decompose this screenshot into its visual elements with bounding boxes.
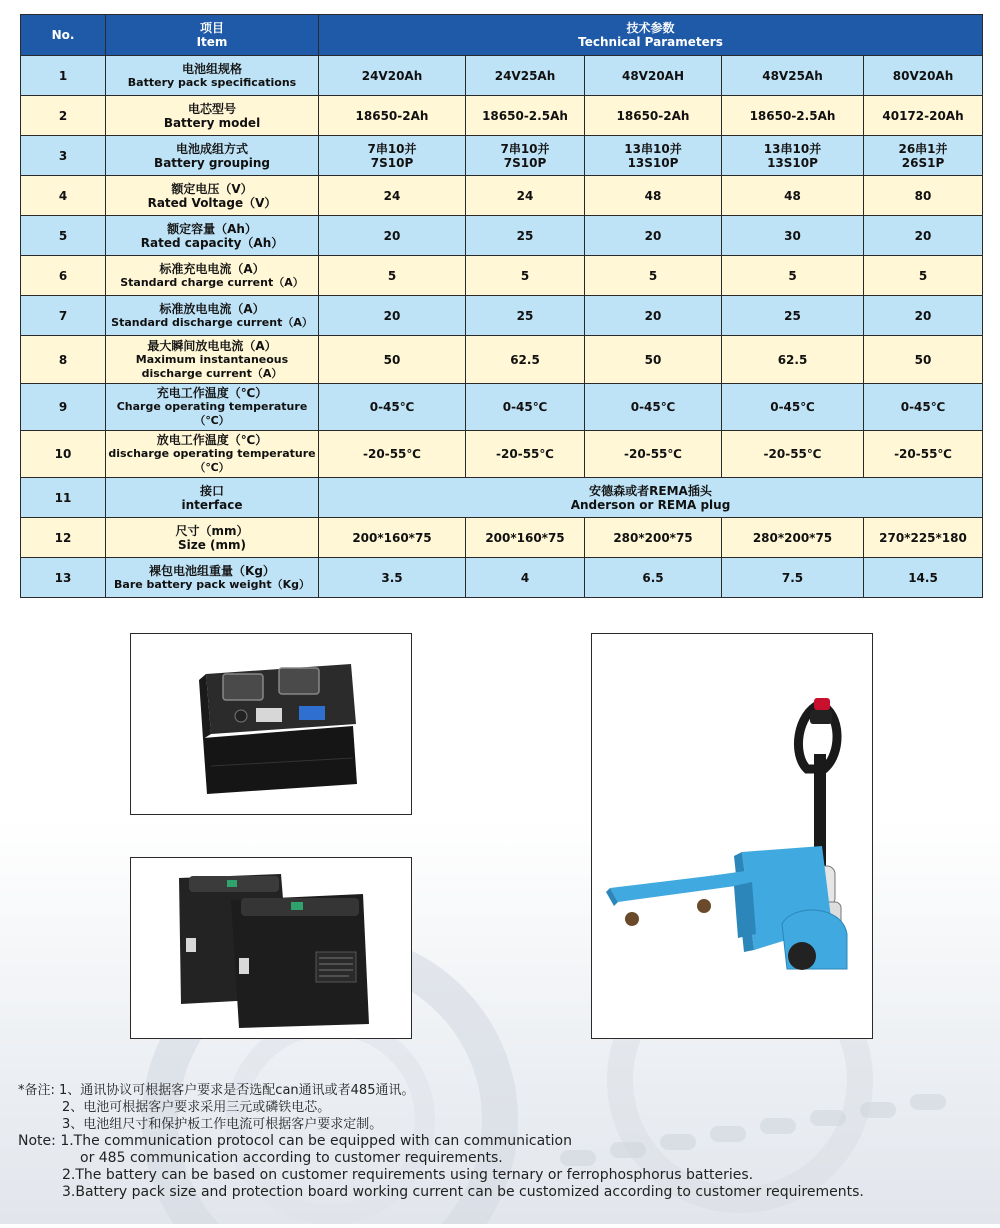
- row-item-cell: [106, 336, 319, 384]
- row-item-en: interface: [181, 497, 243, 512]
- row-value-cell: 20: [319, 296, 466, 336]
- row-value-cell: 30: [722, 216, 864, 256]
- row-number-cell: 9: [21, 384, 106, 431]
- battery-photo-1: [130, 633, 412, 815]
- row-item-cn: 充电工作温度（℃）: [156, 386, 268, 400]
- row-item-cn: 放电工作温度（℃）: [156, 433, 268, 447]
- row-value-cell: 18650-2Ah: [585, 96, 722, 136]
- table-row: [21, 478, 983, 518]
- table-row: [21, 56, 983, 96]
- note-cn-text-3: 3、电池组尺寸和保护板工作电流可根据客户要求定制。: [62, 1117, 383, 1132]
- table-row: [21, 384, 983, 431]
- table-row: [21, 518, 983, 558]
- row-item-en: Rated Voltage（V）: [147, 195, 277, 210]
- row-value-cell: 50: [319, 336, 466, 384]
- row-value-cell: 0-45℃: [722, 384, 864, 431]
- row-value-cell: -20-55℃: [319, 431, 466, 478]
- row-value-cell: 48V20AH: [585, 56, 722, 96]
- table-row: [21, 96, 983, 136]
- row-value-cell: 5: [585, 256, 722, 296]
- row-value-cell: 20: [585, 216, 722, 256]
- merged-value-cn: 安德森或者REMA插头: [589, 483, 712, 498]
- note-en-text-1b: or 485 communication according to customer requirements.: [80, 1150, 503, 1166]
- table-row: [21, 176, 983, 216]
- row-value-line: 13串10并: [624, 141, 682, 156]
- row-value-line: 26S1P: [901, 155, 945, 170]
- row-value-cell: 48: [585, 176, 722, 216]
- pallet-truck-photo: [591, 633, 873, 1039]
- row-number-cell: 4: [21, 176, 106, 216]
- row-value-cell: 18650-2Ah: [319, 96, 466, 136]
- row-item-cell: [106, 296, 319, 336]
- row-value-cell: 24V20Ah: [319, 56, 466, 96]
- row-value-cell: 50: [864, 336, 983, 384]
- row-number-cell: 12: [21, 518, 106, 558]
- note-en-2: [18, 1167, 978, 1184]
- row-value-cell: 7.5: [722, 558, 864, 598]
- row-value-cell: -20-55℃: [722, 431, 864, 478]
- note-cn-1: [18, 1082, 978, 1099]
- row-number-cell: 7: [21, 296, 106, 336]
- row-value-cell: 48V25Ah: [722, 56, 864, 96]
- row-item-cell: [106, 216, 319, 256]
- row-value-line: 13S10P: [767, 155, 818, 170]
- row-value-line: 7S10P: [370, 155, 414, 170]
- row-item-cn: 尺寸（mm）: [175, 523, 249, 538]
- row-item-cn: 标准放电电流（A）: [159, 301, 265, 316]
- row-value-cell: 280*200*75: [722, 518, 864, 558]
- row-value-cell: 18650-2.5Ah: [466, 96, 585, 136]
- row-item-en: Rated capacity（Ah）: [140, 235, 284, 250]
- header-no-label: No.: [51, 28, 75, 42]
- notes-section: [18, 1082, 978, 1201]
- row-value-cell: 280*200*75: [585, 518, 722, 558]
- table-row: [21, 431, 983, 478]
- row-item-en: Battery pack specifications: [127, 75, 297, 89]
- row-value-line: 7串10并: [500, 141, 550, 156]
- row-value-cell: 24V25Ah: [466, 56, 585, 96]
- row-value-cell: 25: [722, 296, 864, 336]
- row-value-cell: 48: [722, 176, 864, 216]
- battery-pack-top-view-image: [131, 634, 411, 814]
- technical-parameters-table-container: [20, 14, 982, 598]
- row-value-line: 13串10并: [763, 141, 822, 156]
- notes-en-label: Note:: [18, 1133, 56, 1149]
- notes-cn-label: *备注:: [18, 1083, 55, 1098]
- table-row: [21, 256, 983, 296]
- row-value-cell: 20: [864, 216, 983, 256]
- row-item-en: discharge operating temperature（℃）: [108, 447, 316, 474]
- row-value-cell: 6.5: [585, 558, 722, 598]
- row-value-cell: 25: [466, 216, 585, 256]
- note-en-text-3: 3.Battery pack size and protection board working current can be customized according to customer requirements.: [62, 1184, 864, 1200]
- row-value-cell: 20: [864, 296, 983, 336]
- row-value-cell: 5: [319, 256, 466, 296]
- header-tech-en: Technical Parameters: [578, 35, 723, 49]
- note-cn-3: [18, 1116, 978, 1133]
- row-value-line: 7S10P: [503, 155, 547, 170]
- row-number-cell: 10: [21, 431, 106, 478]
- header-tech-cn: 技术参数: [626, 21, 675, 35]
- row-value-cell: [585, 136, 722, 176]
- row-value-cell: 20: [319, 216, 466, 256]
- row-value-cell: 0-45℃: [319, 384, 466, 431]
- row-value-cell: 3.5: [319, 558, 466, 598]
- row-value-cell: [319, 136, 466, 176]
- row-item-cell: [106, 384, 319, 431]
- row-item-cn: 电池组规格: [181, 61, 242, 76]
- row-value-cell: 5: [466, 256, 585, 296]
- row-value-cell: 5: [722, 256, 864, 296]
- row-number-cell: 2: [21, 96, 106, 136]
- table-row: [21, 136, 983, 176]
- row-number-cell: 11: [21, 478, 106, 518]
- note-en-1: [18, 1133, 978, 1150]
- row-item-cn: 电芯型号: [187, 101, 236, 116]
- table-row: [21, 216, 983, 256]
- row-value-cell: 4: [466, 558, 585, 598]
- row-value-cell: 0-45℃: [585, 384, 722, 431]
- table-header-row: [21, 15, 983, 56]
- row-value-line: 26串1并: [898, 141, 948, 156]
- row-number-cell: 5: [21, 216, 106, 256]
- row-item-cell: [106, 96, 319, 136]
- row-value-cell: 14.5: [864, 558, 983, 598]
- row-value-line: 7串10并: [367, 141, 417, 156]
- row-value-cell: 0-45℃: [466, 384, 585, 431]
- note-en-1b: [18, 1150, 978, 1167]
- note-en-text-2: 2.The battery can be based on customer requirements using ternary or ferrophosphorus batteries.: [62, 1167, 754, 1183]
- header-no: [21, 15, 106, 56]
- row-value-cell: 25: [466, 296, 585, 336]
- row-value-cell: 24: [466, 176, 585, 216]
- row-merged-value-cell: [319, 478, 983, 518]
- row-value-cell: 62.5: [722, 336, 864, 384]
- row-item-cn: 最大瞬间放电电流（A）: [147, 338, 277, 353]
- row-item-cn: 标准充电电流（A）: [159, 261, 265, 276]
- header-technical-parameters: [319, 15, 983, 56]
- row-value-cell: 50: [585, 336, 722, 384]
- row-item-cn: 电池成组方式: [175, 141, 248, 156]
- note-cn-text-2: 2、电池可根据客户要求采用三元或磷铁电芯。: [62, 1100, 331, 1115]
- row-item-en: Size (mm): [177, 537, 247, 552]
- row-value-cell: 0-45℃: [864, 384, 983, 431]
- row-item-cn: 接口: [199, 483, 224, 498]
- row-number-cell: 6: [21, 256, 106, 296]
- table-row: [21, 296, 983, 336]
- row-value-cell: 80V20Ah: [864, 56, 983, 96]
- row-value-cell: -20-55℃: [466, 431, 585, 478]
- note-en-3: [18, 1184, 978, 1201]
- row-number-cell: 1: [21, 56, 106, 96]
- battery-photo-2: [130, 857, 412, 1039]
- note-en-text-1: 1.The communication protocol can be equipped with can communication: [60, 1133, 572, 1149]
- row-value-cell: 5: [864, 256, 983, 296]
- row-item-cell: [106, 558, 319, 598]
- row-value-cell: [722, 136, 864, 176]
- note-cn-text-1: 1、通讯协议可根据客户要求是否选配can通讯或者485通讯。: [59, 1083, 415, 1098]
- row-value-cell: 200*160*75: [466, 518, 585, 558]
- row-item-en: Battery model: [163, 115, 261, 130]
- row-item-cn: 额定电压（V）: [171, 181, 253, 196]
- row-value-cell: 200*160*75: [319, 518, 466, 558]
- row-value-cell: 270*225*180: [864, 518, 983, 558]
- row-value-cell: 24: [319, 176, 466, 216]
- table-row: [21, 558, 983, 598]
- row-item-en: Maximum instantaneous discharge current（A）: [135, 352, 289, 380]
- row-item-en: Charge operating temperature（℃）: [116, 400, 308, 427]
- merged-value-en: Anderson or REMA plug: [570, 497, 731, 512]
- row-item-en: Standard discharge current（A）: [111, 315, 313, 329]
- row-item-en: Standard charge current（A）: [120, 275, 304, 289]
- row-value-cell: [864, 136, 983, 176]
- row-value-cell: 62.5: [466, 336, 585, 384]
- row-item-cell: [106, 478, 319, 518]
- table-row: [21, 336, 983, 384]
- row-number-cell: 13: [21, 558, 106, 598]
- header-item: [106, 15, 319, 56]
- row-item-cell: [106, 176, 319, 216]
- battery-pack-side-view-image: [131, 858, 411, 1038]
- row-item-cell: [106, 256, 319, 296]
- row-value-cell: 80: [864, 176, 983, 216]
- row-value-line: 13S10P: [627, 155, 679, 170]
- row-value-cell: -20-55℃: [585, 431, 722, 478]
- row-item-cell: [106, 136, 319, 176]
- technical-parameters-table: [20, 14, 983, 598]
- row-number-cell: 8: [21, 336, 106, 384]
- row-item-cn: 额定容量（Ah）: [167, 221, 257, 236]
- row-item-cell: [106, 518, 319, 558]
- row-value-cell: -20-55℃: [864, 431, 983, 478]
- row-value-cell: 40172-20Ah: [864, 96, 983, 136]
- table-body: [21, 56, 983, 598]
- row-item-en: Battery grouping: [154, 155, 270, 170]
- row-item-en: Bare battery pack weight（Kg）: [114, 577, 310, 591]
- electric-pallet-truck-image: [592, 634, 872, 1038]
- row-value-cell: [466, 136, 585, 176]
- row-item-cell: [106, 56, 319, 96]
- row-value-cell: 20: [585, 296, 722, 336]
- row-value-cell: 18650-2.5Ah: [722, 96, 864, 136]
- row-item-cell: [106, 431, 319, 478]
- header-item-cn: 项目: [199, 21, 224, 35]
- note-cn-2: [18, 1099, 978, 1116]
- header-item-en: Item: [196, 35, 228, 49]
- row-item-cn: 裸包电池组重量（Kg）: [149, 563, 275, 578]
- row-number-cell: 3: [21, 136, 106, 176]
